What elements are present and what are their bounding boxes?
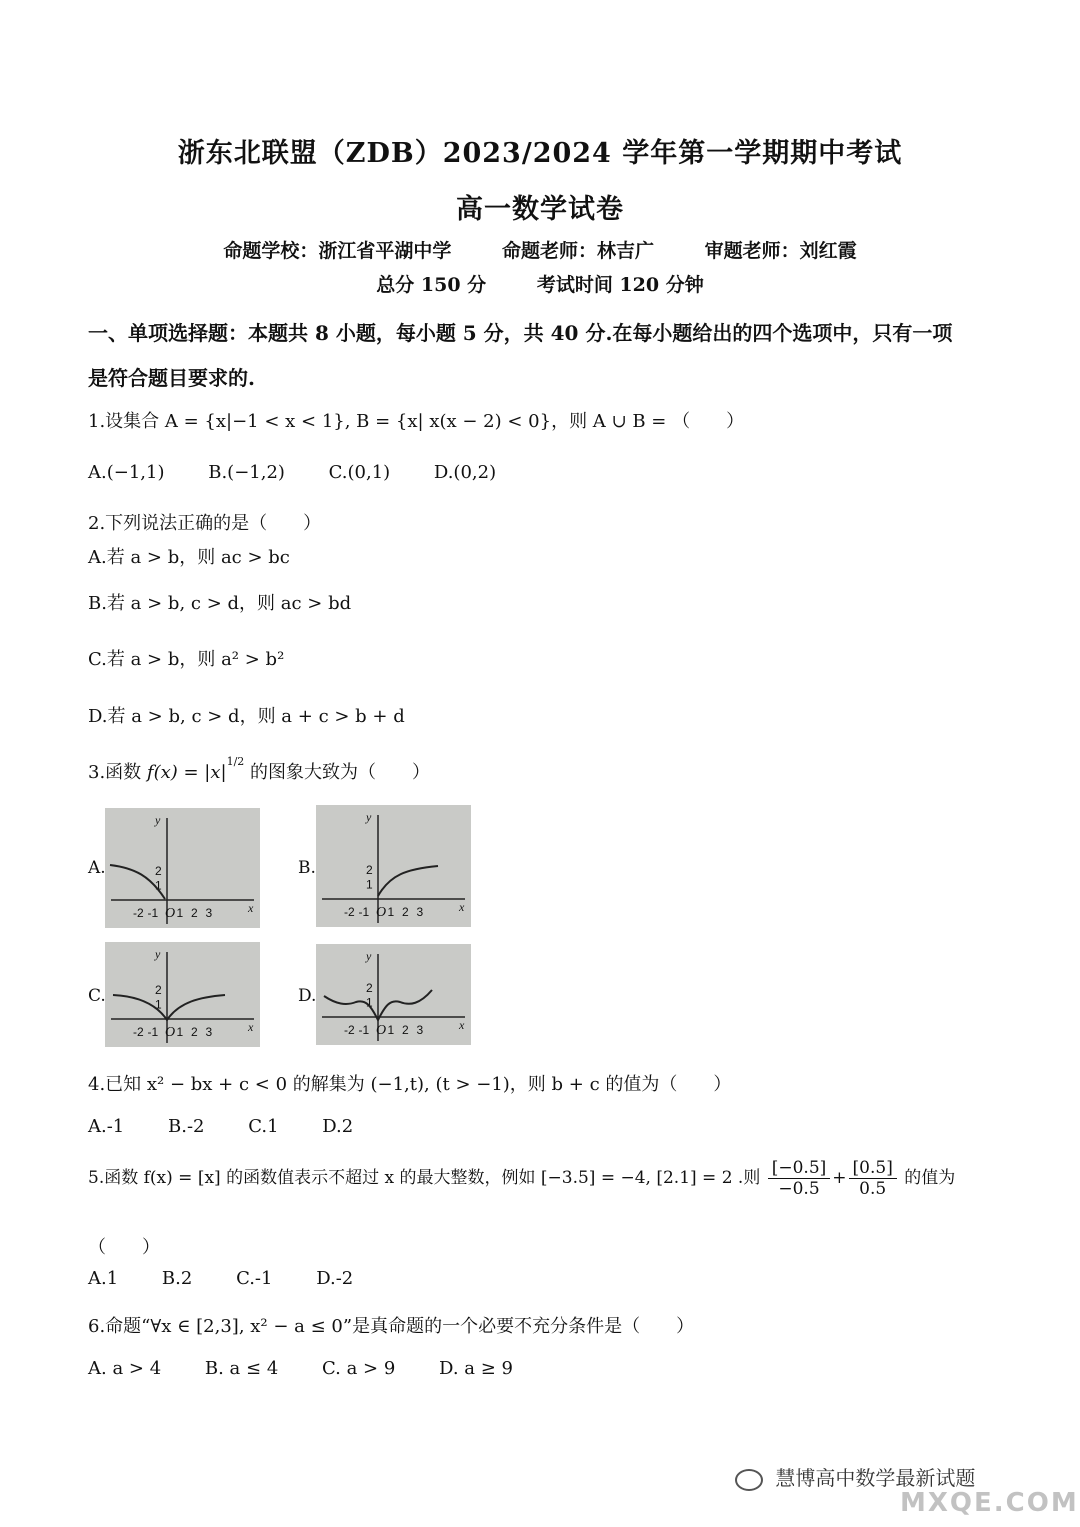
watermark-logo: MXQE.COM: [900, 1488, 1079, 1518]
section-heading-line2: 是符合题目要求的.: [88, 366, 255, 390]
q3-exponent: 1/2: [226, 755, 245, 768]
y-tick-label: 1: [155, 878, 162, 893]
q5-frac2-num: [0.5]: [849, 1158, 897, 1179]
x-tick-label: 2: [191, 1025, 198, 1039]
x-axis-label: x: [459, 900, 465, 914]
y-tick-label: 1: [155, 997, 162, 1012]
x-axis-label: x: [248, 1020, 254, 1034]
y-tick-label: 2: [155, 864, 162, 878]
q5-stem-pre: 5.函数 f(x) = [x] 的函数值表示不超过 x 的最大整数，例如 [−3.5] = −4, [2.1] = 2 .则: [88, 1168, 761, 1188]
q6-stem: 6.命题“∀x ∈ [2,3], x² − a ≤ 0”是真命题的一个必要不充分条件是（ ）: [88, 1316, 695, 1337]
q4-options: [88, 1116, 391, 1137]
wechat-icon: [735, 1469, 763, 1491]
graph-b-curve: [378, 866, 438, 896]
q4-option-d: D.2: [322, 1116, 354, 1137]
y-axis-label: y: [366, 949, 372, 963]
x-tick-label: -2: [344, 905, 355, 919]
q6-option-d: D. a ≥ 9: [439, 1358, 513, 1379]
x-tick-label: -2: [344, 1023, 355, 1037]
x-tick-label: -2: [133, 1025, 144, 1039]
q3-stem-pre: 3.函数: [88, 762, 142, 783]
q3-label-c: C.: [88, 986, 106, 1006]
author: 命题老师：林吉广: [501, 240, 654, 262]
q1-stem: 1.设集合 A = {x|−1 < x < 1}, B = {x| x(x − 2) < 0}，则 A ∪ B = （ ）: [88, 411, 745, 432]
graph-c-curve: [113, 995, 225, 1020]
y-tick-label: 2: [155, 983, 162, 997]
q1-option-d: D.(0,2): [433, 462, 497, 483]
x-tick-label: -1: [147, 1025, 159, 1039]
q2-stem: 2.下列说法正确的是（ ）: [88, 513, 322, 534]
q3-graph-d: [316, 944, 471, 1045]
x-tick-label: 2: [191, 906, 198, 920]
y-tick-label: 2: [366, 981, 373, 995]
q1-option-c: C.(0,1): [328, 462, 391, 483]
q3-graph-a: [105, 808, 260, 928]
origin-label: O: [376, 1023, 387, 1038]
q5-option-a: A.1: [88, 1268, 119, 1289]
exam-time: 考试时间 120 分钟: [536, 274, 704, 296]
x-tick-label: 1: [176, 906, 184, 920]
y-axis-label: y: [155, 813, 161, 827]
q3-stem: [88, 755, 431, 784]
y-tick-label: 1: [366, 877, 373, 892]
q5-frac1-den: −0.5: [778, 1179, 820, 1199]
y-tick-label: 1: [366, 995, 373, 1010]
origin-label: O: [165, 1025, 176, 1040]
section-heading-line1: 一、单项选择题：本题共 8 小题，每小题 5 分，共 40 分.在每小题给出的四个选项中，只有一项: [88, 321, 953, 345]
x-tick-label: -1: [358, 905, 370, 919]
q4-option-c: C.1: [248, 1116, 279, 1137]
q5-stem: [88, 1158, 955, 1199]
x-tick-label: 3: [205, 906, 213, 920]
q3-label-a: A.: [88, 858, 106, 878]
watermark-label: 慧博高中数学最新试题: [775, 1466, 976, 1490]
exam-subtitle: 高一数学试卷: [456, 194, 624, 225]
q1-option-b: B.(−1,2): [208, 462, 285, 483]
q4-option-b: B.-2: [168, 1116, 205, 1137]
x-axis-label: x: [248, 901, 254, 915]
x-tick-label: 3: [416, 1023, 424, 1037]
q3-stem-post: 的图象大致为（ ）: [250, 762, 431, 783]
origin-label: O: [376, 905, 387, 920]
reviewer: 审题老师：刘红霞: [704, 240, 857, 262]
y-axis-label: y: [366, 810, 372, 824]
q5-fraction-1: [768, 1158, 831, 1199]
y-tick-label: 2: [366, 863, 373, 877]
x-tick-label: 2: [402, 1023, 409, 1037]
q3-graph-b: [316, 805, 471, 927]
q6-option-c: C. a > 9: [322, 1358, 396, 1379]
q5-blank: （ ）: [88, 1237, 160, 1258]
exam-title: 浙东北联盟（ZDB）2023/2024 学年第一学期期中考试: [177, 138, 903, 169]
x-tick-label: 3: [416, 905, 424, 919]
q5-options: [88, 1268, 391, 1289]
q3-function: f(x) = |x|: [146, 762, 227, 783]
x-tick-label: -1: [358, 1023, 370, 1037]
q2-option-c: C.若 a > b，则 a² > b²: [88, 649, 285, 670]
y-axis-label: y: [155, 947, 161, 961]
x-tick-label: 2: [402, 905, 409, 919]
q5-frac2-den: 0.5: [859, 1179, 887, 1199]
q5-frac1-num: [−0.5]: [768, 1158, 831, 1179]
q1-option-a: A.(−1,1): [88, 462, 165, 483]
q3-label-b: B.: [298, 858, 316, 878]
origin-label: O: [165, 906, 176, 921]
q5-option-d: D.-2: [316, 1268, 354, 1289]
q3-graph-c: [105, 942, 260, 1047]
x-tick-label: -2: [133, 906, 144, 920]
q4-option-a: A.-1: [88, 1116, 125, 1137]
school: 命题学校：浙江省平湖中学: [223, 240, 452, 262]
x-tick-label: 1: [387, 905, 395, 919]
q5-stem-post: 的值为: [904, 1168, 956, 1188]
q5-plus: +: [832, 1168, 847, 1188]
q2-option-b: B.若 a > b, c > d，则 ac > bd: [88, 593, 352, 614]
q2-option-d: D.若 a > b, c > d，则 a + c > b + d: [88, 706, 405, 727]
x-tick-label: -1: [147, 906, 159, 920]
q3-label-d: D.: [298, 986, 317, 1006]
q5-fraction-2: [849, 1158, 897, 1199]
q2-option-a: A.若 a > b，则 ac > bc: [88, 547, 290, 568]
x-tick-label: 1: [176, 1025, 184, 1039]
total-score: 总分 150 分: [376, 274, 487, 296]
q5-option-b: B.2: [161, 1268, 193, 1289]
q1-options: [88, 462, 534, 483]
q6-options: [88, 1358, 551, 1379]
q4-stem: 4.已知 x² − bx + c < 0 的解集为 (−1,t), (t > −1)，则 b + c 的值为（ ）: [88, 1074, 732, 1095]
x-axis-label: x: [459, 1018, 465, 1032]
exam-credits: [0, 236, 1080, 263]
exam-info: [0, 270, 1080, 297]
x-tick-label: 3: [205, 1025, 213, 1039]
q5-option-c: C.-1: [236, 1268, 273, 1289]
watermark-text: [735, 1462, 975, 1491]
q6-option-b: B. a ≤ 4: [204, 1358, 279, 1379]
q6-option-a: A. a > 4: [88, 1358, 162, 1379]
x-tick-label: 1: [387, 1023, 395, 1037]
